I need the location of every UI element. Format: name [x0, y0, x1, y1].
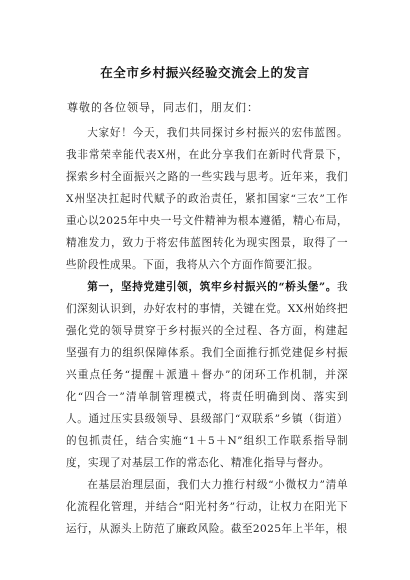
section-heading: 第一，坚持党建引领，筑牢乡村振兴的“桥头堡”。: [87, 281, 337, 293]
paragraph-section-one: [66, 276, 348, 474]
salutation: 尊敬的各位领导，同志们，朋友们：: [67, 101, 259, 114]
paragraph-intro: [66, 122, 348, 276]
paragraph-text: 我们深刻认识到，办好农村的事情，关键在党。XX州始终把强化党的领导贯穿于乡村振兴的全过程、各方面，构建起坚强有力的组织保障体系。我们全面推行抓党建促乡村振兴重点任务“提醒＋派遣＋督办”的闭环工作机制，并深化“四合一”清单制管理模式，将责任明确到岗、落实到人。通过压实县级领导、县级部门“双联系”乡镇（街道）的包抓责任，结合实施“1＋5＋N”组织工作联系指导制度，实现了对基层工作的常态化、精准化指导与督办。: [66, 281, 348, 469]
paragraph-text: 在基层治理层面，我们大力推行村级“小微权力”清单化流程化管理，并结合“阳光村务”行动，让权力在阳光下运行，从源头上防范了廉政风险。截至2025年上半年，根: [66, 479, 348, 535]
document-body: [66, 122, 348, 540]
paragraph-governance: [66, 474, 348, 540]
paragraph-text: 大家好！今天，我们共同探讨乡村振兴的宏伟蓝图。我非常荣幸能代表X州，在此分享我们在新时代背景下，探索乡村全面振兴之路的一些实践与思考。近年来，我们X州坚决扛起时代赋予的政治责任，紧扣国家“三农”工作重心以2025年中央一号文件精神为根本遵循，精心布局，精准发力，致力于将宏伟蓝图转化为现实图景，取得了一些阶段性成果。下面，我将从六个方面作简要汇报。: [66, 127, 348, 271]
page-title: 在全市乡村振兴经验交流会上的发言: [100, 65, 310, 80]
